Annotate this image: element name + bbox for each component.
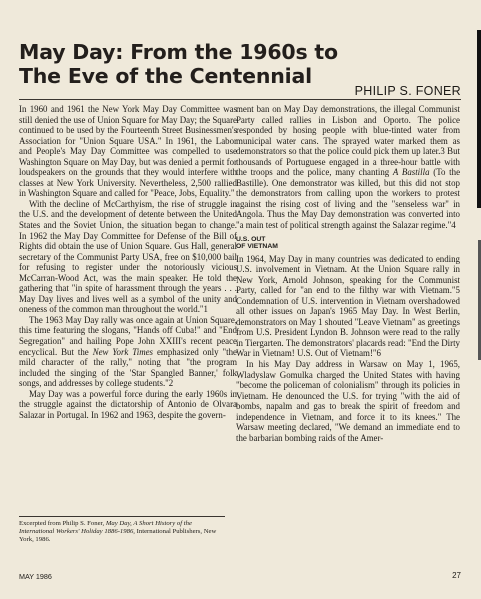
title-line-1: May Day: From the 1960s to — [19, 40, 338, 64]
page-edge-mark — [477, 30, 481, 208]
paragraph: In 1960 and 1961 the New York May Day Committee was still denied the use of Union Square for May Day; the Square continued to be used by the Fourteenth Street Businessmen's Association for "Union Square USA." In 1961, the Labor and People's May Day Committee was compelled to use Washington Square on May Day, but was denied a permit for loudspeakers on the grounds that they would interfere with classes at New York University. Nevertheless, 2,500 rallied in Washington Square and called for "Peace, Jobs, Equality." — [19, 104, 237, 199]
article-title — [19, 40, 459, 88]
paragraph: In his May Day address in Warsaw on May 1, 1965, Wladyslaw Gomulka charged the United States with having "become the policeman of colonialism" through its policies in Vietnam. He denounced the U.S. for trying "with the aid of bombs, napalm and gas to break the spirit of freedom and independence in Vietnam, and force it to its knees." The Warsaw meeting declared, "We demand an immediate end to the barbarian bombing raids of the Amer- — [236, 359, 460, 443]
paragraph: ment ban on May Day demonstrations, the illegal Communist Party called rallies in Lisbon and Oporto. The police responded by hosing people with blue-tinted water from municipal water cans. The sprayed water marked them as demonstrators so that the police could pick them up later.3 But thousands of Portuguese engaged in a three-hour battle with the troops and the police, many chanting A Bastilla (To the Bastille). One demonstrator was killed, but this did not stop the demonstrators from calling upon the workers to protest against the rising cost of living and the "senseless war" in Angola. Thus the May Day demonstration was converted into "a main test of political strength against the Salazar regime."4 — [236, 104, 461, 231]
right-column — [236, 104, 460, 443]
source-footnote: Excerpted from Philip S. Foner, May Day, A Short History of the International Workers' Holiday 1886-1986, International Publishers, New York, 1986. — [19, 516, 225, 544]
page-number: 27 — [452, 571, 461, 580]
paragraph: The 1963 May Day rally was once again at Union Square, this time featuring the slogans, "Hands off Cuba!" and "End Segregation" and hailing Pope John XXIII's recent peace encyclical. But the New York Times emphasized only "the mild character of the rally," noting that "the program included the singing of the 'Star Spangled Banner,' folk songs, and addresses by college students."2 — [19, 314, 237, 389]
left-column — [19, 104, 237, 420]
newspaper-name: New York Times — [92, 346, 154, 357]
issue-date: MAY 1986 — [19, 572, 52, 581]
title-rule — [19, 99, 461, 100]
book-title: May Day, A Short History of the International Workers' Holiday 1886-1986, — [19, 520, 192, 536]
title-line-2: The Eve of the Centennial — [19, 64, 312, 88]
author-byline: PHILIP S. FONER — [354, 84, 461, 98]
section-subhead: U.S. OUT OF VIETNAM — [236, 235, 278, 251]
slogan: A Bastilla — [392, 167, 430, 178]
paragraph: In 1964, May Day in many countries was dedicated to ending U.S. involvement in Vietnam. At the Union Square rally in New York, Arnold Johnson, speaking for the Communist Party, called for "an end to the filthy war with Vietnam."5 Condemnation of U.S. intervention in Vietnam overshadowed all other issues on Japan's 1965 May Day. In West Berlin, demonstrators on May 1 shouted "Leave Vietnam" as greetings from U.S. President Lyndon B. Johnson were read to the rally in Tiergarten. The demonstrators' placards read: "End the Dirty War in Vietnam! U.S. Out of Vietnam!"6 — [236, 253, 460, 359]
paragraph: With the decline of McCarthyism, the rise of struggle in the U.S. and the development of detente between the United States and the Soviet Union, the situation began to change. In 1962 the May Day Committee for Defense of the Bill of Rights did obtain the use of Union Square. Gus Hall, general secretary of the Communist Party USA, free on $10,000 bail for refusing to register under the notoriously vicious McCarran-Wood Act, was the main speaker. He told the gathering that "in spite of harassment through the years . . . May Day lives and lives well as a symbol of the unity and oneness of the common man throughout the world."1 — [19, 198, 237, 315]
paragraph: May Day was a powerful force during the early 1960s in the struggle against the dictatorship of Antonio de Olvara Salazar in Portugal. In 1962 and 1963, despite the govern- — [19, 388, 237, 420]
